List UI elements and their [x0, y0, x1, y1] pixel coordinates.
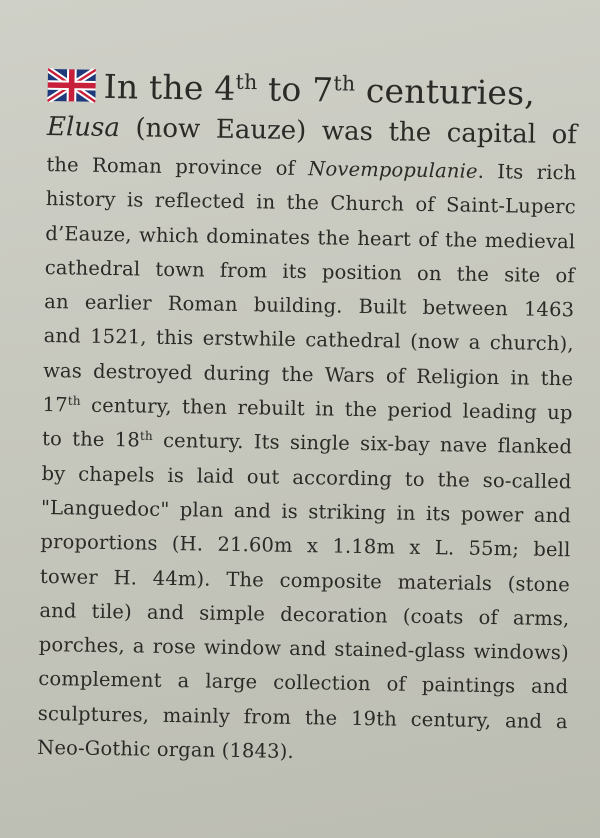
body-line-20: Neo-Gothic organ (1843).	[37, 735, 294, 763]
body-line-17: porches, a rose window and stained-glass windows)	[38, 633, 569, 665]
body-line-9: was destroyed during the Wars of Religion in the	[43, 358, 574, 391]
body-line-13: "Languedoc" plan and is striking in its power and	[40, 495, 572, 528]
body-line-7: an earlier Roman building. Built between 1463	[44, 290, 575, 322]
body-line-16: and tile) and simple decoration (coats of arms,	[39, 598, 570, 631]
info-panel	[37, 64, 578, 774]
body-line-18: complement a large collection of paintings and	[38, 667, 569, 699]
body-line-12: by chapels is laid out according to the so-called	[41, 461, 572, 493]
body-line-6: cathedral town from its position on the site of	[44, 255, 575, 288]
body-line-14: proportions (H. 21.60m x 1.18m x L. 55m; bell	[40, 530, 571, 562]
heading-text: In the 4th to 7th centuries,	[103, 66, 536, 113]
body-line-4: history is reflected in the Church of Saint-Luperc	[45, 187, 576, 219]
uk-flag-icon	[47, 68, 96, 103]
body-line-3: the Roman province of Novempopulanie. Its rich	[46, 152, 577, 185]
body-line-10: 17th century, then rebuilt in the period leading up	[42, 393, 573, 425]
body-line-19: sculptures, mainly from the 19th century, and a	[37, 701, 568, 733]
body-line-15: tower H. 44m). The composite materials (stone	[39, 564, 571, 596]
body-line-11: to the 18th century. Its single six-bay nave flanked	[41, 427, 573, 459]
body-line-5: d’Eauze, which dominates the heart of the medieval	[45, 221, 576, 253]
heading-line-2: Elusa (now Eauze) was the capital of	[46, 111, 578, 151]
body-line-8: and 1521, this erstwhile cathedral (now a church),	[43, 324, 574, 356]
